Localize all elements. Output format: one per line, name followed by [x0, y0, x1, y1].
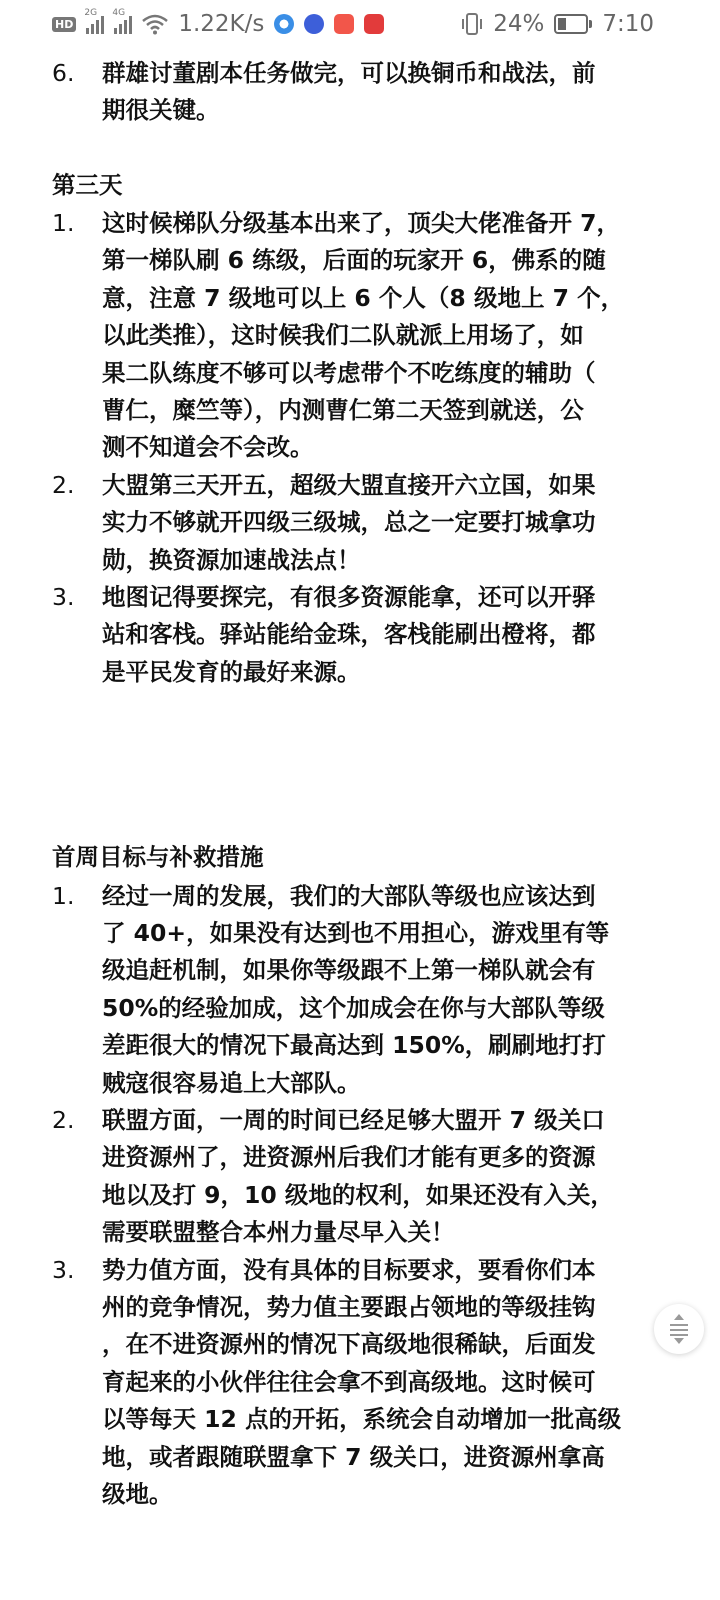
list-item-line: 势力值方面，没有具体的目标要求，要看你们本 — [102, 1256, 596, 1284]
signal-sim2-icon — [112, 8, 132, 34]
list-number: 3. — [52, 1256, 75, 1284]
list-item-line: 以等每天 12 点的开拓，系统会自动增加一批高级 — [102, 1405, 622, 1433]
list-item-line: 实力不够就开四级三级城，总之一定要打城拿功 — [102, 508, 596, 536]
tieba-app-icon — [304, 14, 324, 34]
list-item-line: 州的竞争情况，势力值主要跟占领地的等级挂钩 — [102, 1293, 596, 1321]
list-number: 6. — [52, 59, 75, 87]
list-item-line: 级地。 — [102, 1480, 173, 1508]
list-item-line: 果二队练度不够可以考虑带个不吃练度的辅助（ — [102, 359, 596, 387]
list-item-line: 地图记得要探完，有很多资源能拿，还可以开驿 — [102, 583, 596, 611]
list-number: 2. — [52, 1106, 75, 1134]
list-item-line: ，在不进资源州的情况下高级地很稀缺，后面发 — [102, 1330, 596, 1358]
list-item-line: 差距很大的情况下最高达到 150%，刷刷地打打 — [102, 1031, 606, 1059]
list-number: 3. — [52, 583, 75, 611]
list-item-line: 以此类推），这时候我们二队就派上用场了，如 — [102, 321, 584, 349]
shopping-app-icon — [334, 14, 354, 34]
list-item-line: 期很关键。 — [102, 96, 220, 124]
status-left — [52, 8, 384, 40]
status-right — [461, 8, 654, 40]
battery-icon — [554, 14, 592, 34]
list-item-line: 地以及打 9，10 级地的权利，如果还没有入关， — [102, 1181, 614, 1209]
list-item-line: 了 40+，如果没有达到也不用担心，游戏里有等 — [102, 919, 610, 947]
list-item-line: 进资源州了，进资源州后我们才能有更多的资源 — [102, 1143, 596, 1171]
list-item-line: 这时候梯队分级基本出来了，顶尖大佬准备开 7， — [102, 209, 621, 237]
reader-app-icon — [364, 14, 384, 34]
list-item-line: 测不知道会不会改。 — [102, 433, 314, 461]
vibrate-icon — [461, 12, 483, 36]
status-bar — [0, 0, 720, 48]
list-item-line: 勋，换资源加速战法点！ — [102, 546, 361, 574]
list-item-line: 第一梯队刷 6 练级，后面的玩家开 6，佛系的随 — [102, 246, 606, 274]
signal-sim1-icon — [84, 8, 104, 34]
signal-sim2-label: 4G — [112, 8, 126, 18]
list-item-line: 级追赶机制，如果你等级跟不上第一梯队就会有 — [102, 956, 596, 984]
list-item-line: 联盟方面，一周的时间已经足够大盟开 7 级关口 — [102, 1106, 605, 1134]
list-item-line: 地，或者跟随联盟拿下 7 级关口，进资源州拿高 — [102, 1443, 605, 1471]
scroll-position-button[interactable] — [654, 1304, 704, 1354]
clock: 7:10 — [602, 11, 654, 37]
scroll-arrows-icon — [666, 1312, 692, 1346]
battery-percent: 24% — [493, 11, 545, 37]
list-number: 1. — [52, 209, 75, 237]
section-heading: 第三天 — [52, 171, 123, 199]
list-item-line: 贼寇很容易追上大部队。 — [102, 1069, 361, 1097]
list-item-line: 大盟第三天开五，超级大盟直接开六立国，如果 — [102, 471, 596, 499]
wifi-icon — [142, 13, 168, 35]
signal-sim1-label: 2G — [84, 8, 98, 18]
list-number: 2. — [52, 471, 75, 499]
network-speed: 1.22K/s — [178, 11, 265, 37]
list-number: 1. — [52, 882, 75, 910]
section-heading: 首周目标与补救措施 — [52, 843, 264, 871]
list-item-line: 50%的经验加成，这个加成会在你与大部队等级 — [102, 994, 605, 1022]
list-item-line: 意，注意 7 级地可以上 6 个人（8 级地上 7 个， — [102, 284, 625, 312]
list-item-line: 站和客栈。驿站能给金珠，客栈能刷出橙将，都 — [102, 620, 596, 648]
hd-voice-icon: HD — [52, 17, 76, 32]
list-item-line: 育起来的小伙伴往往会拿不到高级地。这时候可 — [102, 1368, 596, 1396]
browser-app-icon — [274, 14, 294, 34]
list-item-line: 群雄讨董剧本任务做完，可以换铜币和战法，前 — [102, 59, 596, 87]
list-item-line: 需要联盟整合本州力量尽早入关！ — [102, 1218, 455, 1246]
list-item-line: 经过一周的发展，我们的大部队等级也应该达到 — [102, 882, 596, 910]
list-item-line: 曹仁，糜竺等），内测曹仁第二天签到就送，公 — [102, 396, 584, 424]
list-item-line: 是平民发育的最好来源。 — [102, 658, 361, 686]
cutoff-text-fragment — [100, 42, 188, 48]
